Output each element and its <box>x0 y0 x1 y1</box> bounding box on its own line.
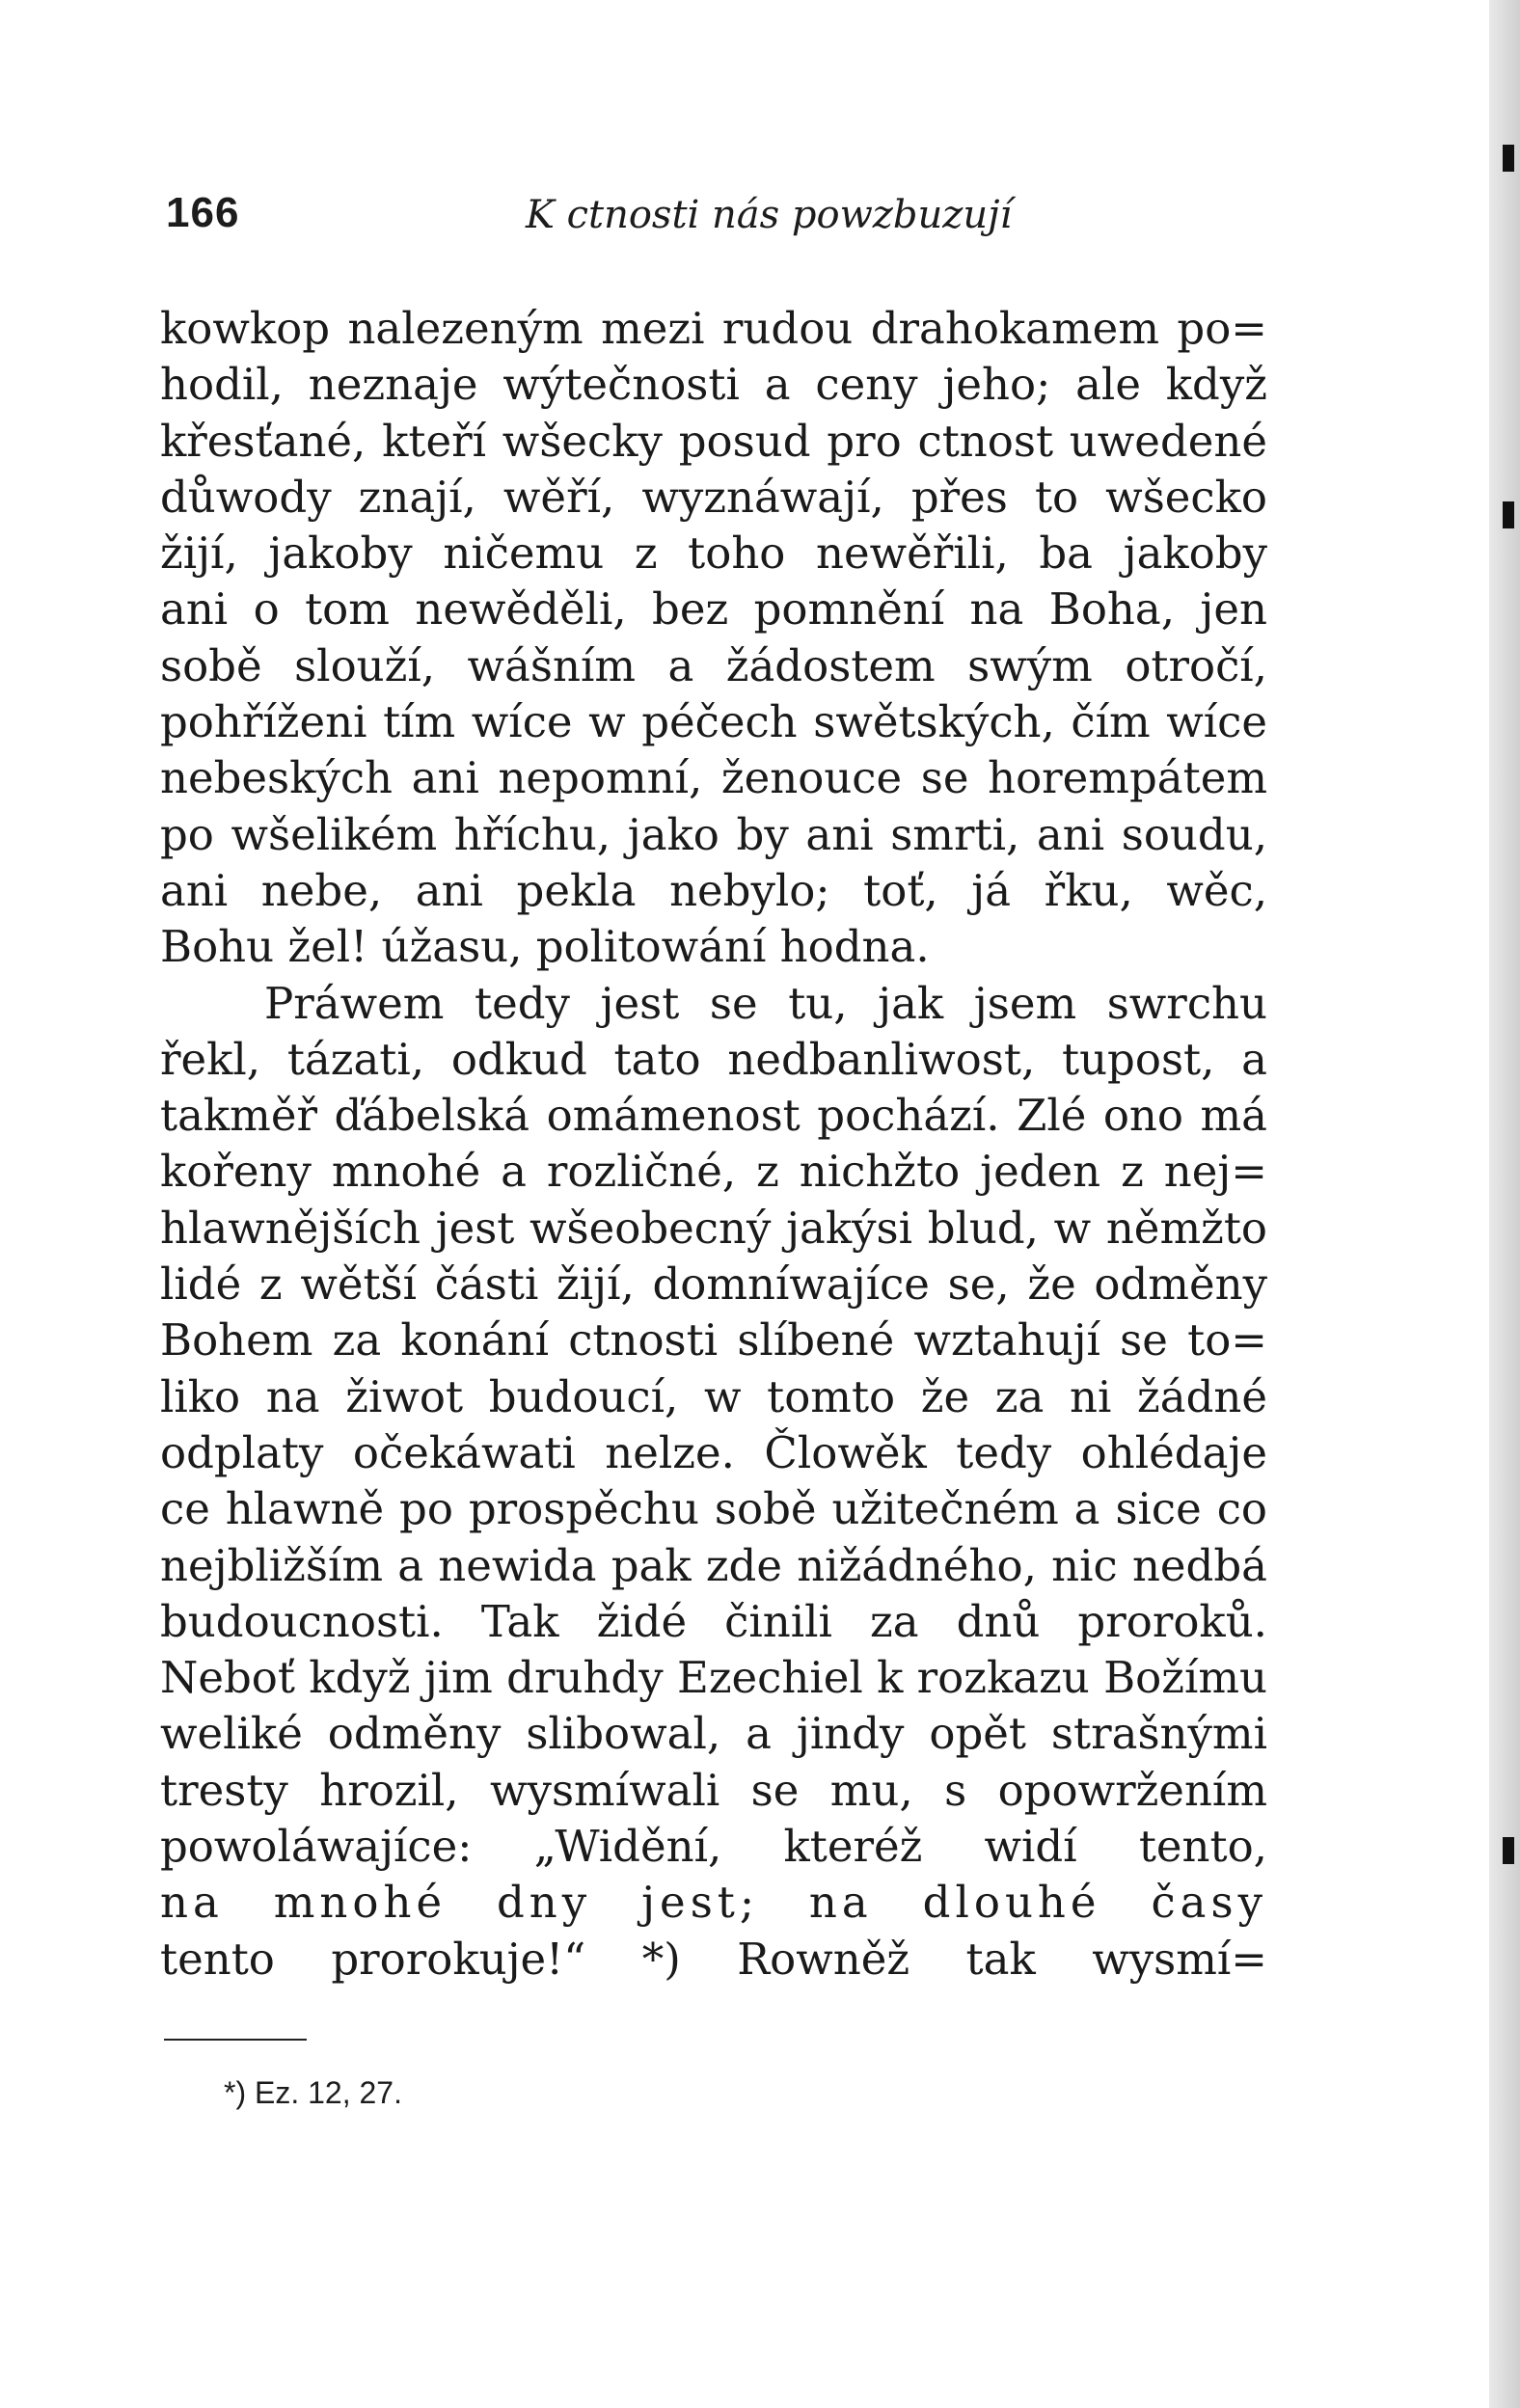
quoted-line: na mnohé dny jest; na dlouhé časy <box>160 1877 1267 1929</box>
page-number: 166 <box>166 189 240 236</box>
text-line: ce hlawně po prospěchu sobě užitečném a sice co <box>160 1483 1267 1535</box>
text-line: lidé z wětší části žijí, domníwajíce se, že odměny <box>160 1258 1267 1311</box>
text-line: ani o tom newěděli, bez pomnění na Boha, jen <box>160 583 1267 636</box>
text-line: hlawnějších jest wšeobecný jakýsi blud, w němžto <box>160 1202 1267 1254</box>
text-line: žijí, jakoby ničemu z toho newěřili, ba jakoby <box>160 528 1267 580</box>
text-line: takměř ďábelská omámenost pochází. Zlé ono má <box>160 1090 1267 1142</box>
paragraph-start-line: Práwem tedy jest se tu, jak jsem swrchu <box>264 977 1267 1029</box>
text-line: Bohem za konání ctnosti slíbené wztahují se to= <box>160 1314 1267 1366</box>
text-line: křesťané, kteří wšecky posud pro ctnost uwedené <box>160 415 1267 467</box>
edge-mark <box>1503 1837 1514 1864</box>
edge-mark <box>1503 501 1514 528</box>
text-line: weliké odměny slibowal, a jindy opět strašnými <box>160 1708 1267 1760</box>
text-line: ani nebe, ani pekla nebylo; toť, já řku, wěc, <box>160 864 1267 916</box>
text-line: důwody znají, wěří, wyznáwají, přes to wšecko <box>160 471 1267 523</box>
text-line: pohříženi tím wíce w péčech swětských, čím wíce <box>160 696 1267 748</box>
running-head: K ctnosti nás powzbuzují <box>526 193 1013 237</box>
footnote-rule <box>164 2039 307 2041</box>
text-line: hodil, neznaje wýtečnosti a ceny jeho; ale když <box>160 359 1267 411</box>
text-line: budoucnosti. Tak židé činili za dnů proroků. <box>160 1595 1267 1647</box>
page-edge-shadow <box>1489 0 1520 2408</box>
text-line: tresty hrozil, wysmíwali se mu, s opowržením <box>160 1764 1267 1816</box>
body-text <box>160 301 1267 1988</box>
text-line: kowkop nalezeným mezi rudou drahokamem po= <box>160 303 1267 354</box>
edge-mark <box>1503 145 1514 172</box>
text-line: řekl, tázati, odkud tato nedbanliwost, tupost, a <box>160 1033 1267 1085</box>
text-line: powoláwajíce: „Widění, kteréž widí tento, <box>160 1821 1267 1873</box>
text-line: po wšelikém hříchu, jako by ani smrti, ani soudu, <box>160 808 1267 860</box>
text-line: tento prorokuje!“ *) Rowněž tak wysmí= <box>160 1933 1267 1985</box>
text-line: sobě slouží, wášním a žádostem swým otročí, <box>160 639 1267 691</box>
text-line: odplaty očekáwati nelze. Člowěk tedy ohlédaje <box>160 1426 1267 1478</box>
text-line: kořeny mnohé a rozličné, z nichžto jeden z nej= <box>160 1146 1267 1198</box>
text-line: nejbližším a newida pak zde nižádného, nic nedbá <box>160 1539 1267 1591</box>
paragraph-end-line: Bohu žel! úžasu, politowání hodna. <box>160 921 930 973</box>
text-line: nebeských ani nepomní, ženouce se horempátem <box>160 752 1267 804</box>
footnote: *) Ez. 12, 27. <box>224 2075 402 2110</box>
text-line: liko na žiwot budoucí, w tomto že za ni žádné <box>160 1370 1267 1422</box>
text-line: Neboť když jim druhdy Ezechiel k rozkazu Božímu <box>160 1652 1267 1704</box>
